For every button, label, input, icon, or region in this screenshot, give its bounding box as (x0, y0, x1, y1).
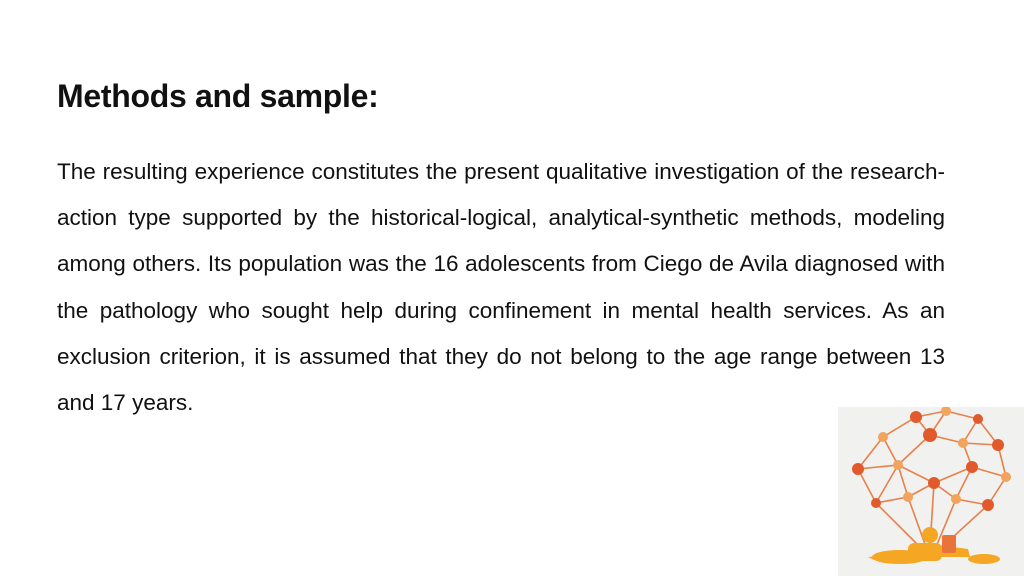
logo-image (838, 407, 1024, 576)
slide-body-text: The resulting experience constitutes the present qualitative investigation of the research-action type supported by the historical-logical, analytical-synthetic methods, modeling among others. Its population was the 16 adolescents from Ciego de Avila diagnosed with the pathology who sought help during confinement in mental health services. As an exclusion criterion, it is assumed that they do not belong to the age range between 13 and 17 years. (57, 159, 945, 416)
slide-title: Methods and sample: (57, 78, 379, 114)
brain-network-reading-figure-icon (838, 407, 1024, 576)
